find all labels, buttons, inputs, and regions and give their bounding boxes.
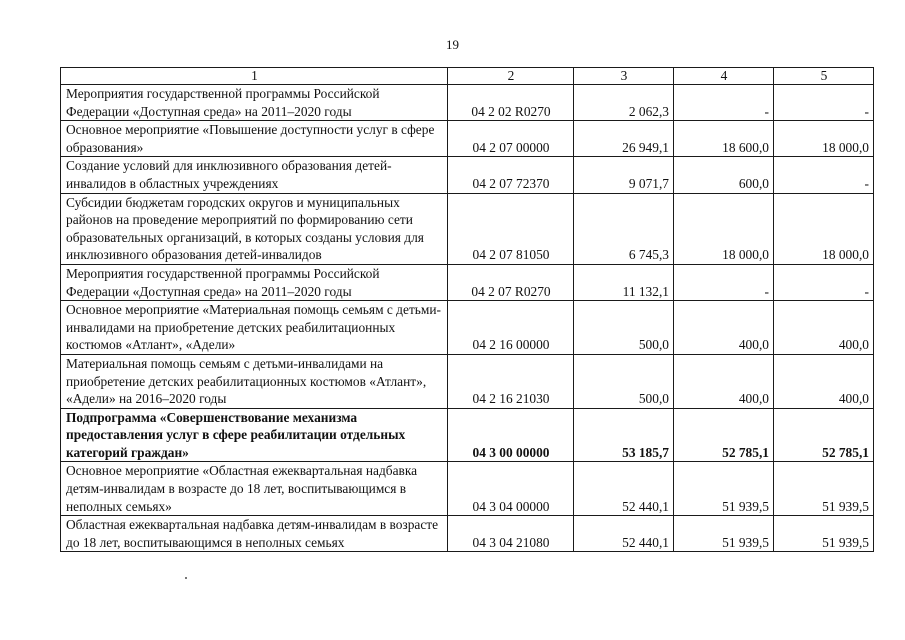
row-name-cell: Основное мероприятие «Повышение доступности услуг в сфере образования» bbox=[61, 121, 448, 157]
table-header-row bbox=[61, 68, 874, 85]
row-col5-cell: 18 000,0 bbox=[774, 121, 874, 157]
row-code-cell: 04 2 07 00000 bbox=[448, 121, 574, 157]
table-row bbox=[61, 408, 874, 462]
row-code-cell: 04 2 02 R0270 bbox=[448, 85, 574, 121]
table-row bbox=[61, 462, 874, 516]
table-row bbox=[61, 354, 874, 408]
row-code-cell: 04 2 07 72370 bbox=[448, 157, 574, 193]
row-col5-cell: 52 785,1 bbox=[774, 408, 874, 462]
row-col5-cell: - bbox=[774, 157, 874, 193]
row-code-cell: 04 2 16 21030 bbox=[448, 354, 574, 408]
row-col5-cell: - bbox=[774, 85, 874, 121]
row-col3-cell: 52 440,1 bbox=[574, 516, 674, 552]
row-col3-cell: 11 132,1 bbox=[574, 264, 674, 300]
row-name-cell: Материальная помощь семьям с детьми-инвалидами на приобретение детских реабилитационных костюмов «Атлант», «Адели» на 2016–2020 годы bbox=[61, 354, 448, 408]
table-row bbox=[61, 516, 874, 552]
row-col3-cell: 500,0 bbox=[574, 354, 674, 408]
row-col4-cell: 18 000,0 bbox=[674, 193, 774, 264]
row-code-cell: 04 2 16 00000 bbox=[448, 301, 574, 355]
row-col4-cell: 52 785,1 bbox=[674, 408, 774, 462]
row-name-cell: Субсидии бюджетам городских округов и муниципальных районов на проведение мероприятий по формированию сети образовательных организаций, в которых созданы условия для инклюзивного образования детей-инвалидов bbox=[61, 193, 448, 264]
row-col4-cell: 600,0 bbox=[674, 157, 774, 193]
row-col3-cell: 6 745,3 bbox=[574, 193, 674, 264]
row-col3-cell: 26 949,1 bbox=[574, 121, 674, 157]
column-header-5: 5 bbox=[774, 68, 874, 85]
row-name-cell: Подпрограмма «Совершенствование механизма предоставления услуг в сфере реабилитации отдельных категорий граждан» bbox=[61, 408, 448, 462]
row-name-cell: Создание условий для инклюзивного образования детей-инвалидов в областных учреждениях bbox=[61, 157, 448, 193]
table-row bbox=[61, 121, 874, 157]
row-code-cell: 04 3 04 21080 bbox=[448, 516, 574, 552]
row-col5-cell: 51 939,5 bbox=[774, 516, 874, 552]
row-col5-cell: 51 939,5 bbox=[774, 462, 874, 516]
budget-table bbox=[60, 67, 874, 552]
column-header-1: 1 bbox=[61, 68, 448, 85]
row-code-cell: 04 3 00 00000 bbox=[448, 408, 574, 462]
table-row bbox=[61, 301, 874, 355]
table-row bbox=[61, 157, 874, 193]
row-code-cell: 04 2 07 81050 bbox=[448, 193, 574, 264]
row-name-cell: Мероприятия государственной программы Российской Федерации «Доступная среда» на 2011–2020 годы bbox=[61, 264, 448, 300]
row-col4-cell: - bbox=[674, 85, 774, 121]
column-header-2: 2 bbox=[448, 68, 574, 85]
row-col4-cell: - bbox=[674, 264, 774, 300]
row-col3-cell: 9 071,7 bbox=[574, 157, 674, 193]
row-name-cell: Основное мероприятие «Областная ежеквартальная надбавка детям-инвалидам в возрасте до 18 лет, воспитывающимся в неполных семьях» bbox=[61, 462, 448, 516]
row-name-cell: Мероприятия государственной программы Российской Федерации «Доступная среда» на 2011–2020 годы bbox=[61, 85, 448, 121]
row-col4-cell: 400,0 bbox=[674, 354, 774, 408]
row-col4-cell: 400,0 bbox=[674, 301, 774, 355]
page-number: 19 bbox=[446, 37, 459, 52]
row-col5-cell: - bbox=[774, 264, 874, 300]
row-col5-cell: 18 000,0 bbox=[774, 193, 874, 264]
row-col5-cell: 400,0 bbox=[774, 354, 874, 408]
row-col3-cell: 52 440,1 bbox=[574, 462, 674, 516]
row-code-cell: 04 3 04 00000 bbox=[448, 462, 574, 516]
row-name-cell: Областная ежеквартальная надбавка детям-инвалидам в возрасте до 18 лет, воспитывающимся в неполных семьях bbox=[61, 516, 448, 552]
scan-speck bbox=[185, 577, 187, 579]
table-body bbox=[61, 85, 874, 552]
row-col3-cell: 53 185,7 bbox=[574, 408, 674, 462]
table-row bbox=[61, 193, 874, 264]
row-col4-cell: 18 600,0 bbox=[674, 121, 774, 157]
row-name-cell: Основное мероприятие «Материальная помощь семьям с детьми-инвалидами на приобретение детских реабилитационных костюмов «Атлант», «Адели» bbox=[61, 301, 448, 355]
table-row bbox=[61, 264, 874, 300]
column-header-4: 4 bbox=[674, 68, 774, 85]
row-col5-cell: 400,0 bbox=[774, 301, 874, 355]
table-row bbox=[61, 85, 874, 121]
row-col4-cell: 51 939,5 bbox=[674, 516, 774, 552]
row-col3-cell: 500,0 bbox=[574, 301, 674, 355]
row-col4-cell: 51 939,5 bbox=[674, 462, 774, 516]
row-code-cell: 04 2 07 R0270 bbox=[448, 264, 574, 300]
row-col3-cell: 2 062,3 bbox=[574, 85, 674, 121]
column-header-3: 3 bbox=[574, 68, 674, 85]
